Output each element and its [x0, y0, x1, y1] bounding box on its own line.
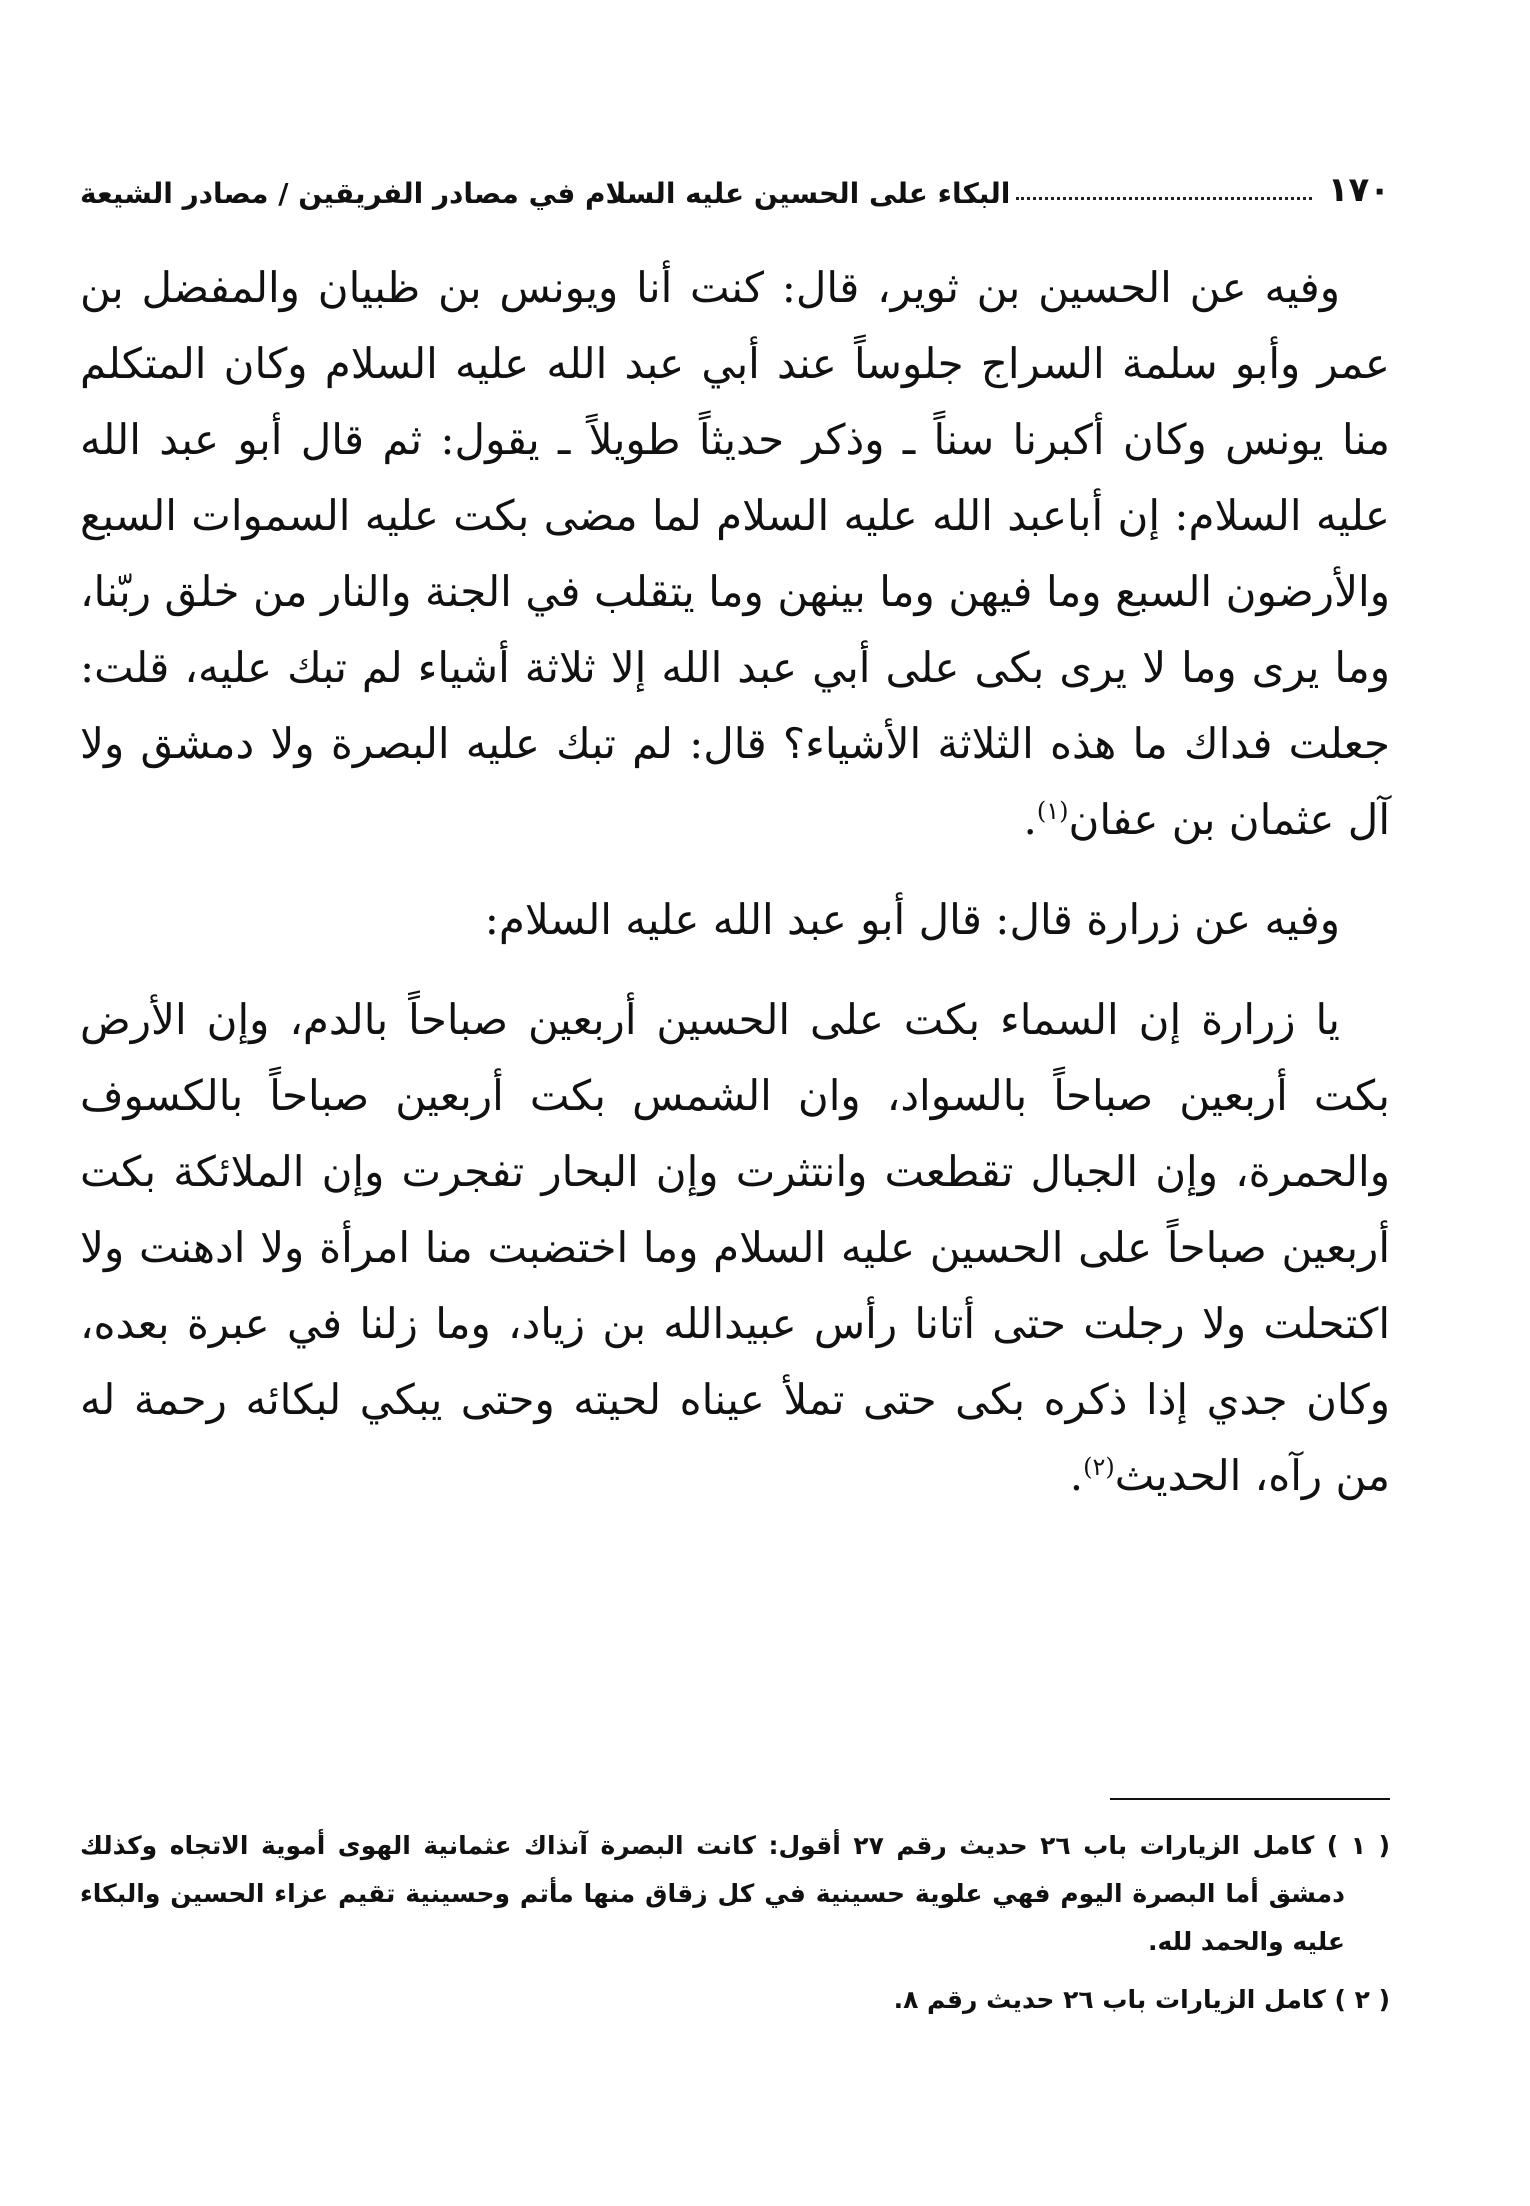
header-dotted-leader: [1016, 197, 1311, 200]
footnote-ref-1: (١): [1036, 797, 1069, 825]
footnote-separator: [1110, 1798, 1390, 1800]
footnote-1: ( ١ ) كامل الزيارات باب ٢٦ حديث رقم ٢٧ أقول: كانت البصرة آنذاك عثمانية الهوى أموية الاتجاه وكذلك دمشق أما البصرة اليوم فهي علوية حسينية في كل زقاق منها مأتم وحسينية تقيم عزاء الحسين والبكاء عليه والحمد لله.: [80, 1831, 1390, 1956]
footnotes: [80, 1822, 1390, 2034]
paragraph-3-period: .: [1069, 1451, 1084, 1500]
paragraph-3-text: يا زرارة إن السماء بكت على الحسين أربعين صباحاً بالدم، وإن الأرض بكت أربعين صباحاً بالسواد، وان الشمس بكت أربعين صباحاً بالكسوف والحمرة، وإن الجبال تقطعت وانتثرت وإن البحار تفجرت وإن الملائكة بكت أربعين صباحاً على الحسين عليه السلام وما اختضبت منا امرأة ولا ادهنت ولا اكتحلت ولا رجلت حتى أتانا رأس عبيدالله بن زياد، وما زلنا في عبرة بعده، وكان جدي إذا ذكره بكى حتى تملأ عيناه لحيته وحتى يبكي لبكائه رحمة له من رآه، الحديث: [80, 995, 1390, 1500]
page-number: ١٧٠: [1327, 170, 1390, 210]
paragraph-1-period: .: [1023, 795, 1037, 844]
footnote-2: ( ٢ ) كامل الزيارات باب ٢٦ حديث رقم ٨.: [893, 1985, 1390, 2014]
main-text: [80, 250, 1390, 1538]
paragraph-3: [80, 982, 1390, 1514]
paragraph-2-text: وفيه عن زرارة قال: قال أبو عبد الله عليه السلام:: [484, 895, 1340, 944]
paragraph-1-text: وفيه عن الحسين بن ثوير، قال: كنت أنا ويونس بن ظبيان والمفضل بن عمر وأبو سلمة السراج جلوساً عند أبي عبد الله عليه السلام وكان المتكلم منا يونس وكان أكبرنا سناً ـ وذكر حديثاً طويلاً ـ يقول: ثم قال أبو عبد الله عليه السلام: إن أباعبد الله عليه السلام لما مضى بكت عليه السموات السبع والأرضون السبع وما فيهن وما بينهن وما يتقلب في الجنة والنار من خلق ربّنا، وما يرى وما لا يرى بكى على أبي عبد الله إلا ثلاثة أشياء لم تبك عليه، قلت: جعلت فداك ما هذه الثلاثة الأشياء؟ قال: لم تبك عليه البصرة ولا دمشق ولا آل عثمان بن عفان: [80, 263, 1390, 844]
paragraph-2: [80, 882, 1390, 958]
footnote-ref-2: (٢): [1083, 1453, 1115, 1481]
paragraph-1: [80, 250, 1390, 858]
page-header: [80, 160, 1390, 210]
running-title: البكاء على الحسين عليه السلام في مصادر الفريقين / مصادر الشيعة: [80, 177, 1011, 210]
